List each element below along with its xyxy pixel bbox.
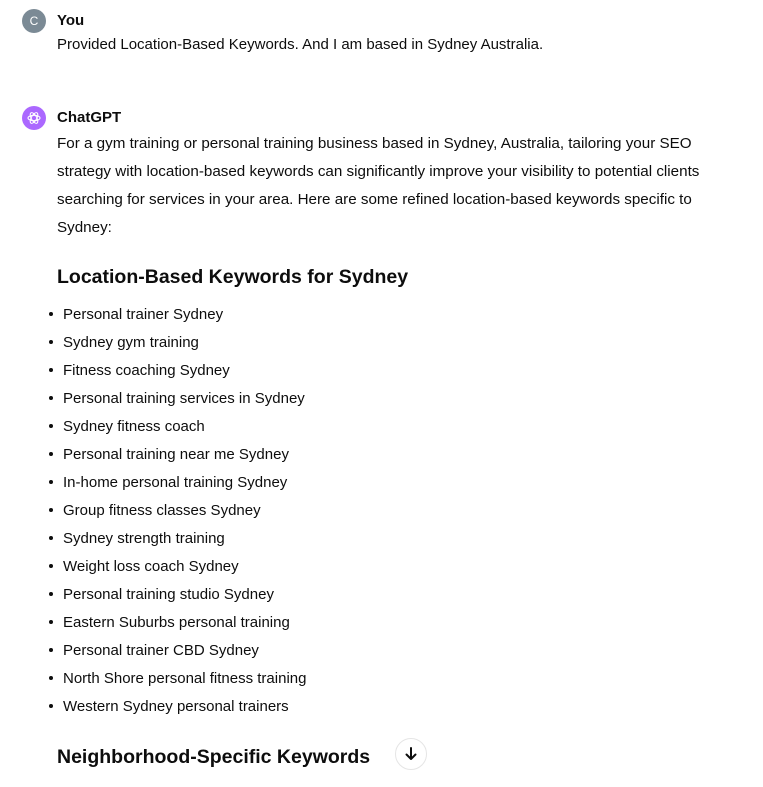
list-item: Personal training studio Sydney bbox=[48, 581, 306, 609]
list-item: Sydney strength training bbox=[48, 525, 306, 553]
arrow-down-icon bbox=[403, 746, 419, 762]
list-item: Weight loss coach Sydney bbox=[48, 553, 306, 581]
assistant-intro-paragraph: For a gym training or personal training business based in Sydney, Australia, tailoring your SEO strategy with location-based keywords can significantly improve your visibility to potential clients searching for services in your area. Here are some refined location-based keywords specific to Sydney: bbox=[57, 135, 700, 236]
chatgpt-avatar bbox=[22, 106, 46, 130]
heading-neighborhood-keywords: Neighborhood-Specific Keywords bbox=[57, 746, 371, 768]
user-message-text: Provided Location-Based Keywords. And I am based in Sydney Australia. bbox=[57, 36, 544, 53]
keyword-list bbox=[48, 301, 306, 721]
list-item: Sydney fitness coach bbox=[48, 413, 306, 441]
list-item: Western Sydney personal trainers bbox=[48, 693, 306, 721]
list-item: Personal training near me Sydney bbox=[48, 441, 306, 469]
list-item: North Shore personal fitness training bbox=[48, 665, 306, 693]
assistant-author-name: ChatGPT bbox=[57, 109, 122, 126]
list-item: In-home personal training Sydney bbox=[48, 469, 306, 497]
list-item: Group fitness classes Sydney bbox=[48, 497, 306, 525]
list-item: Personal trainer Sydney bbox=[48, 301, 306, 329]
user-avatar bbox=[22, 9, 46, 33]
scroll-to-bottom-button[interactable] bbox=[395, 738, 427, 770]
openai-logo-icon bbox=[26, 110, 42, 126]
list-item: Personal training services in Sydney bbox=[48, 385, 306, 413]
user-avatar-letter: C bbox=[29, 14, 39, 28]
list-item: Sydney gym training bbox=[48, 329, 306, 357]
list-item: Fitness coaching Sydney bbox=[48, 357, 306, 385]
list-item: Eastern Suburbs personal training bbox=[48, 609, 306, 637]
list-item: Personal trainer CBD Sydney bbox=[48, 637, 306, 665]
user-author-name: You bbox=[57, 12, 85, 29]
heading-location-keywords: Location-Based Keywords for Sydney bbox=[57, 266, 409, 288]
